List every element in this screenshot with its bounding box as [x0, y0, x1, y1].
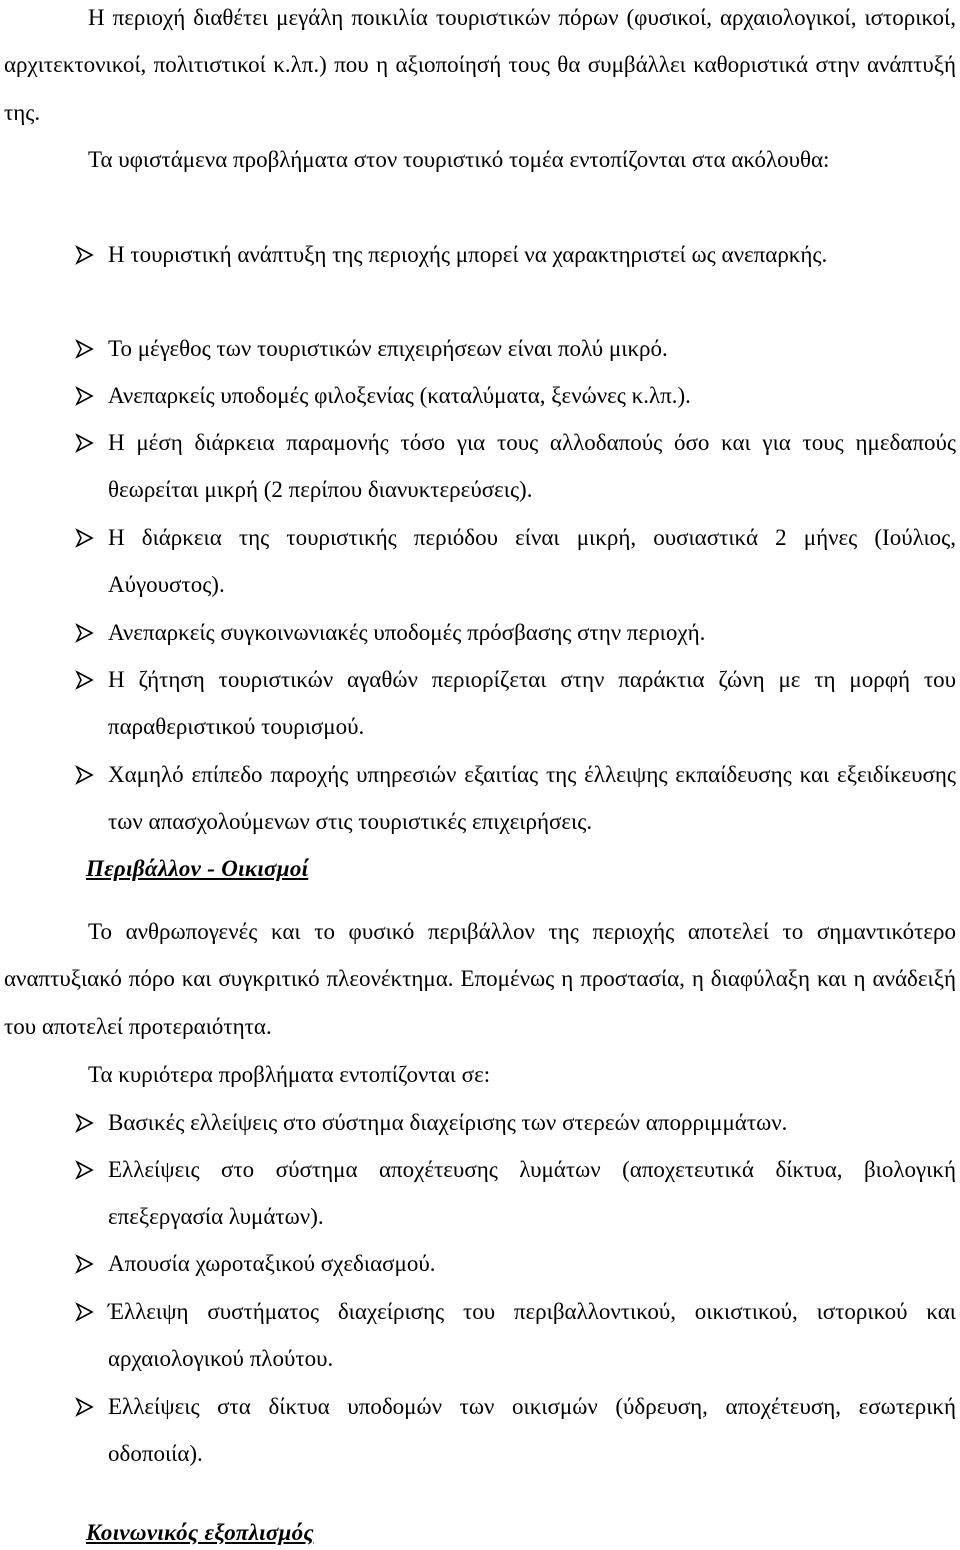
list-item: [108, 1099, 956, 1146]
list-item: [108, 372, 956, 419]
list-item: [108, 1383, 956, 1478]
arrowhead-bullet-icon: [74, 339, 94, 359]
list-item: [108, 231, 956, 278]
arrowhead-bullet-icon: [74, 386, 94, 406]
tourism-problems-intro: Τα υφιστάμενα προβλήματα στον τουριστικό τομέα εντοπίζονται στα ακόλουθα:: [88, 147, 830, 172]
list-item: [108, 1288, 956, 1383]
arrowhead-bullet-icon: [74, 433, 94, 453]
section-heading-social: Κοινωνικός εξοπλισμός: [86, 1520, 314, 1545]
list-item: [108, 514, 956, 609]
list-item-text: Η μέση διάρκεια παραμονής τόσο για τους αλλοδαπούς όσο και για τους ημεδαπούς θεωρείται μικρή (2 περίπου διανυκτερεύσεις).: [108, 430, 956, 503]
arrowhead-bullet-icon: [74, 1302, 94, 1322]
list-item: [108, 325, 956, 372]
list-item: [108, 419, 956, 514]
arrowhead-bullet-icon: [74, 245, 94, 265]
list-item-text: Έλλειψη συστήματος διαχείρισης του περιβαλλοντικού, οικιστικού, ιστορικού και αρχαιολογικού πλούτου.: [108, 1299, 956, 1372]
arrowhead-bullet-icon: [74, 1254, 94, 1274]
list-item-text: Το μέγεθος των τουριστικών επιχειρήσεων είναι πολύ μικρό.: [108, 336, 668, 361]
list-item-text: Βασικές ελλείψεις στο σύστημα διαχείρισης των στερεών απορριμμάτων.: [108, 1110, 788, 1135]
arrowhead-bullet-icon: [74, 1113, 94, 1133]
list-item-text: Ελλείψεις στα δίκτυα υποδομών των οικισμών (ύδρευση, αποχέτευση, εσωτερική οδοποιία).: [108, 1394, 956, 1467]
arrowhead-bullet-icon: [74, 1397, 94, 1417]
list-item-text: Η διάρκεια της τουριστικής περιόδου είναι μικρή, ουσιαστικά 2 μήνες (Ιούλιος, Αύγουστος).: [108, 525, 956, 598]
environment-problems-intro: Τα κυριότερα προβλήματα εντοπίζονται σε:: [88, 1062, 491, 1087]
list-item-text: Ανεπαρκείς υποδομές φιλοξενίας (καταλύματα, ξενώνες κ.λπ.).: [108, 383, 691, 408]
arrowhead-bullet-icon: [74, 623, 94, 643]
list-item-text: Χαμηλό επίπεδο παροχής υπηρεσιών εξαιτίας της έλλειψης εκπαίδευσης και εξειδίκευσης των απασχολούμενων στις τουριστικές επιχειρήσεις.: [108, 762, 956, 835]
list-item-text: Η ζήτηση τουριστικών αγαθών περιορίζεται στην παράκτια ζώνη με τη μορφή του παραθεριστικού τουρισμού.: [108, 667, 956, 740]
arrowhead-bullet-icon: [74, 1160, 94, 1180]
list-item-text: Απουσία χωροταξικού σχεδιασμού.: [108, 1251, 436, 1276]
arrowhead-bullet-icon: [74, 765, 94, 785]
section-heading-environment: Περιβάλλον - Οικισμοί: [86, 856, 309, 881]
list-item: [108, 609, 956, 656]
environment-paragraph: Το ανθρωπογενές και το φυσικό περιβάλλον της περιοχής αποτελεί το σημαντικότερο αναπτυξιακό πόρο και συγκριτικό πλεονέκτημα. Επομένως η προστασία, η διαφύλαξη και η ανάδειξή του αποτελεί προτεραιότητα.: [4, 919, 956, 1039]
list-item: [108, 751, 956, 846]
list-item-text: Ελλείψεις στο σύστημα αποχέτευσης λυμάτων (αποχετευτικά δίκτυα, βιολογική επεξεργασία λυμάτων).: [108, 1157, 956, 1230]
arrowhead-bullet-icon: [74, 528, 94, 548]
list-item-text: Ανεπαρκείς συγκοινωνιακές υποδομές πρόσβασης στην περιοχή.: [108, 620, 706, 645]
arrowhead-bullet-icon: [74, 670, 94, 690]
list-item: [108, 656, 956, 751]
list-item-text: Η τουριστική ανάπτυξη της περιοχής μπορεί να χαρακτηριστεί ως ανεπαρκής.: [108, 242, 828, 267]
list-item: [108, 1146, 956, 1241]
intro-paragraph: Η περιοχή διαθέτει μεγάλη ποικιλία τουριστικών πόρων (φυσικοί, αρχαιολογικοί, ιστορικοί, αρχιτεκτονικοί, πολιτιστικοί κ.λπ.) που η αξιοποίησή τους θα συμβάλλει καθοριστικά στην ανάπτυξή της.: [4, 5, 956, 125]
list-item: [108, 1240, 956, 1287]
